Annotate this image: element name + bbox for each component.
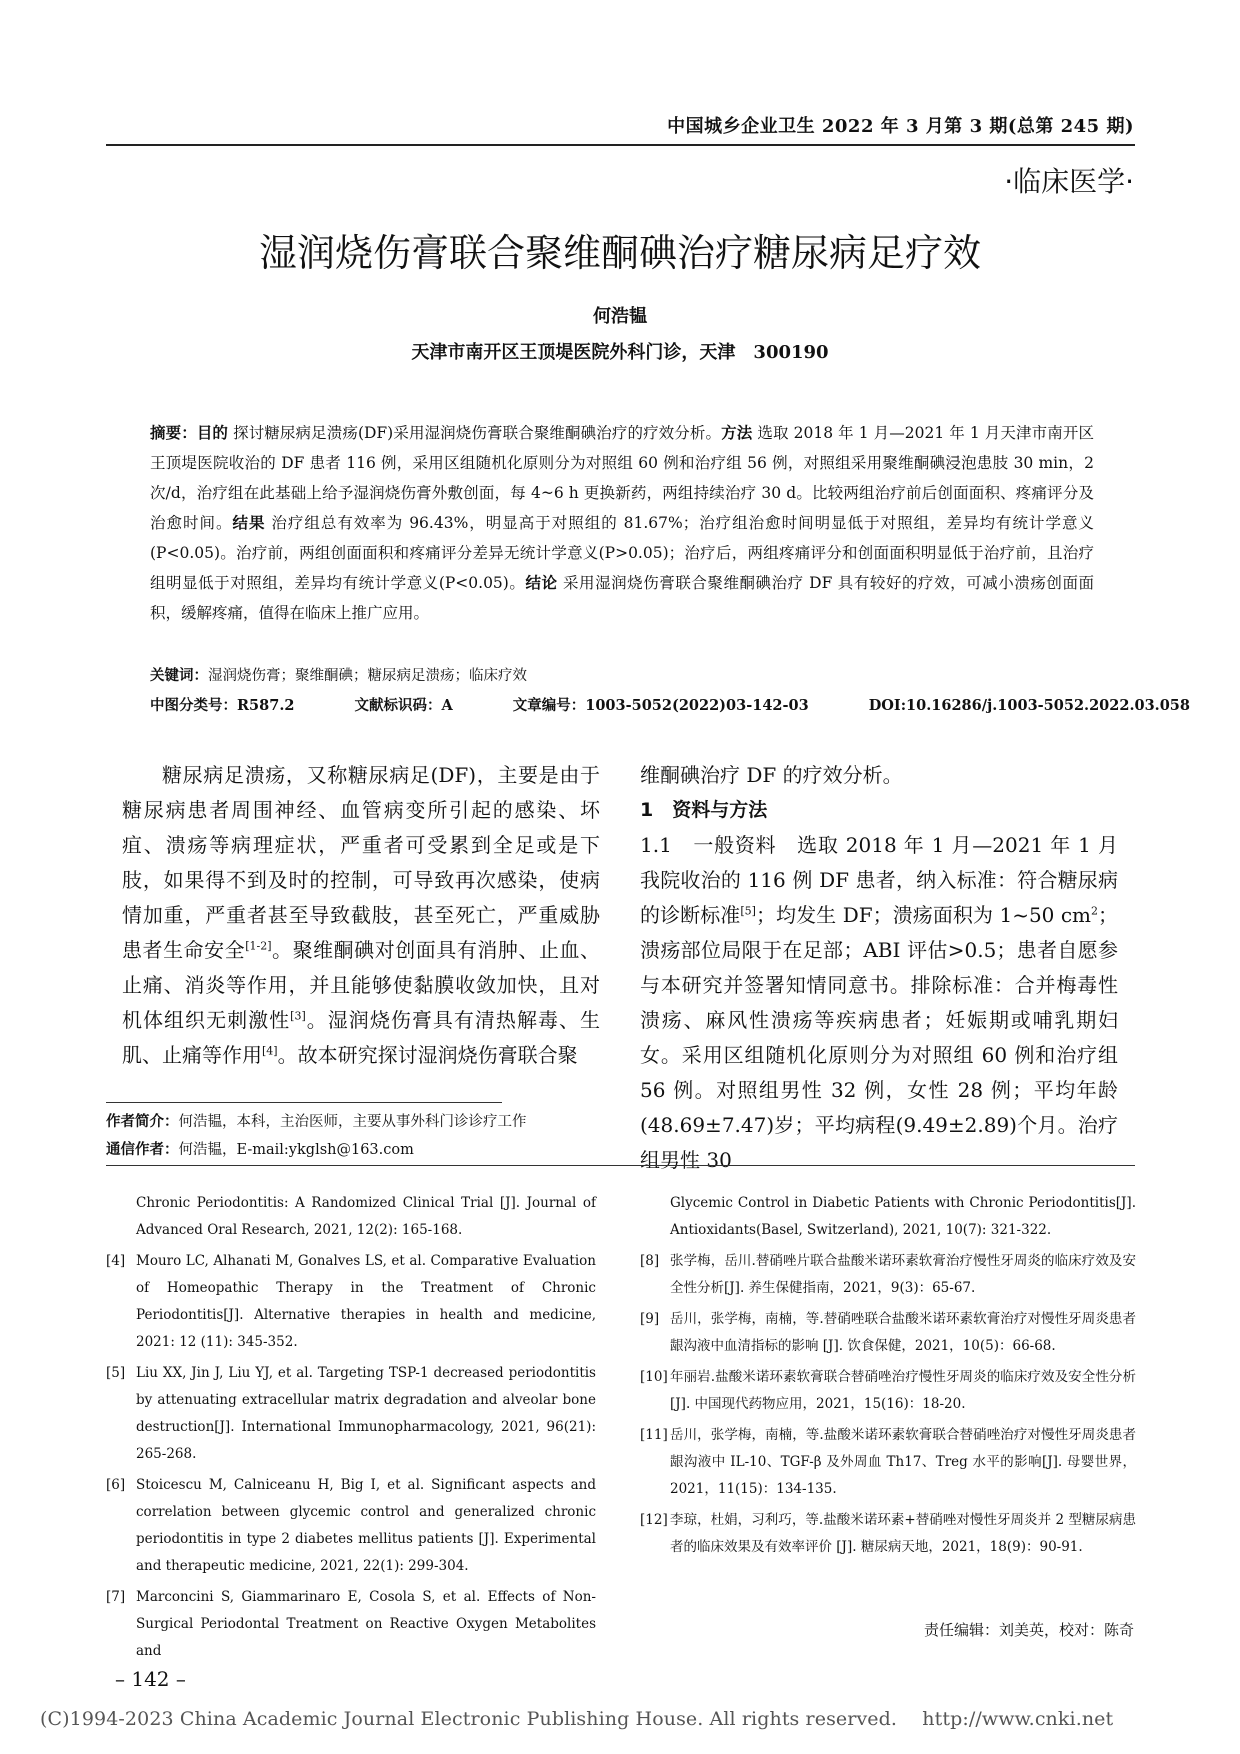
methods-label: 方法 — [721, 423, 753, 442]
article-title: 湿润烧伤膏联合聚维酮碘治疗糖尿病足疗效 — [258, 231, 981, 275]
citation: [4] — [262, 1044, 278, 1058]
subsection-heading: 1.1 一般资料 — [640, 833, 777, 857]
reference-item — [640, 1364, 1136, 1418]
article-value: 1003-5052(2022)03-142-03 — [585, 697, 809, 714]
author-bio — [106, 1108, 666, 1136]
conclusion-label: 结论 — [525, 573, 558, 592]
body-text: 选取 2018 年 1 月—2021 年 1 月我院收治的 116 例 DF 患者，纳入标准：符合糖尿病的诊断标准 — [640, 833, 1119, 927]
citation: [5] — [740, 904, 756, 918]
reference-number: [7] — [106, 1589, 126, 1605]
body-left-column — [122, 758, 600, 1073]
corresponding-author — [106, 1136, 666, 1164]
reference-number: [8] — [640, 1253, 660, 1269]
reference-item — [106, 1472, 596, 1580]
intro-text: 糖尿病足溃疡，又称糖尿病足(DF)，主要是由于糖尿病患者周围神经、血管病变所引起的感染、坏疽、溃疡等病理症状，严重者可受累到全足或是下肢，如果得不到及时的控制，可导致再次感染，使病情加重，严重者甚至导致截肢，甚至死亡，严重威胁患者生命安全 — [122, 763, 600, 962]
clc-label: 中图分类号： — [150, 697, 237, 714]
footnote-rule — [106, 1102, 502, 1103]
reference-number: [5] — [106, 1365, 126, 1381]
reference-number: [9] — [640, 1311, 660, 1327]
clc-value: R587.2 — [237, 697, 295, 714]
author-name: 何浩韫 — [593, 306, 647, 327]
reference-item — [640, 1306, 1136, 1360]
doc-value: A — [441, 697, 453, 714]
objective-label: 目的 — [196, 423, 229, 442]
doi — [869, 698, 1190, 714]
reference-text: Liu XX, Jin J, Liu YJ, et al. Targeting TSP-1 decreased periodontitis by attenuating extracellular matrix degradation and alveolar bone destruction[J]. International Immunopharmacology, 2021, 96(21): 265-268. — [136, 1365, 596, 1462]
reference-text: Stoicescu M, Calniceanu H, Big I, et al. Significant aspects and correlation between glycemic control and generalized chronic periodontitis in type 2 diabetes mellitus patients [J]. Experimental and therapeutic medicine, 2021, 22(1): 299-304. — [136, 1477, 596, 1574]
conclusion-text: 采用湿润烧伤膏联合聚维酮碘治疗 DF 具有较好的疗效，可减小溃疡创面面积，缓解疼痛，值得在临床上推广应用。 — [150, 574, 1094, 622]
doi-value: 10.16286/j.1003-5052.2022.03.058 — [906, 697, 1190, 714]
author-bio-label: 作者简介： — [106, 1113, 179, 1130]
copyright-notice: (C)1994-2023 China Academic Journal Electronic Publishing House. All rights reserved. http://www.cnki.net — [40, 1708, 1114, 1730]
clc-code — [150, 698, 294, 714]
reference-item — [106, 1584, 596, 1665]
body-right-column — [640, 758, 1118, 1178]
results-label: 结果 — [232, 513, 266, 532]
reference-item — [640, 1422, 1136, 1503]
reference-text: Mouro LC, Alhanati M, Gonalves LS, et al. Comparative Evaluation of Homeopathic Therapy in the Treatment of Chronic Periodontitis[J]. Alternative therapies in health and medicine, 2021: 12 (11): 345-352. — [136, 1253, 596, 1350]
journal-running-header: 中国城乡企业卫生 2022 年 3 月第 3 期(总第 245 期) — [667, 116, 1134, 137]
author-affiliation: 天津市南开区王顶堤医院外科门诊，天津 300190 — [411, 342, 829, 363]
citation: [3] — [290, 1009, 306, 1023]
reference-text: 年丽岩.盐酸米诺环素软膏联合替硝唑治疗慢性牙周炎的临床疗效及安全性分析[J]. 中国现代药物应用，2021，15(16)：18-20. — [670, 1369, 1136, 1412]
methods-text: 选取 2018 年 1 月—2021 年 1 月天津市南开区王顶堤医院收治的 DF 患者 116 例，采用区组随机化原则分为对照组 60 例和治疗组 56 例，对照组采用聚维酮碘浸泡患肢 30 min，2 次/d，治疗组在此基础上给予湿润烧伤膏外敷创面，每 4~6 h 更换新药，两组持续治疗 30 d。比较两组治疗前后创面面积、疼痛评分及治愈时间。 — [150, 424, 1094, 532]
header-rule — [106, 144, 1135, 146]
reference-number: [10] — [640, 1369, 668, 1385]
reference-item — [640, 1507, 1136, 1561]
reference-text: 张学梅，岳川.替硝唑片联合盐酸米诺环素软膏治疗慢性牙周炎的临床疗效及安全性分析[J]. 养生保健指南，2021，9(3)：65-67. — [670, 1253, 1136, 1296]
references-rule — [106, 1165, 1135, 1166]
reference-number: [11] — [640, 1427, 668, 1443]
classification-line — [150, 694, 1190, 715]
doi-label: DOI: — [868, 697, 907, 714]
references-left-column — [106, 1190, 596, 1669]
reference-text: Glycemic Control in Diabetic Patients with Chronic Periodontitis[J]. Antioxidants(Basel, Switzerland), 2021, 10(7): 321-322. — [670, 1195, 1136, 1238]
corresponding-text: 何浩韫，E-mail:ykglsh@163.com — [178, 1142, 414, 1158]
objective-text: 探讨糖尿病足溃疡(DF)采用湿润烧伤膏联合聚维酮碘治疗的疗效分析。 — [228, 424, 722, 442]
body-text: ；溃疡部位局限于在足部；ABI 评估>0.5；患者自愿参与本研究并签署知情同意书。排除标准：合并梅毒性溃疡、麻风性溃疡等疾病患者；妊娠期或哺乳期妇女。采用区组随机化原则分为对照组 60 例和治疗组 56 例。对照组男性 32 例，女性 28 例；平均年龄(48.69±7.47)岁；平均病程(9.49±2.89)个月。治疗组男性 30 — [640, 903, 1118, 1172]
keywords — [150, 664, 527, 685]
intro-text: 。故本研究探讨湿润烧伤膏联合聚 — [277, 1043, 578, 1067]
reference-text: 岳川，张学梅，南楠，等.替硝唑联合盐酸米诺环素软膏治疗对慢性牙周炎患者龈沟液中血清指标的影响 [J]. 饮食保健，2021，10(5)：66-68. — [670, 1311, 1136, 1354]
reference-text: Marconcini S, Giammarinaro E, Cosola S, et al. Effects of Non-Surgical Periodontal Treatment on Reactive Oxygen Metabolites and — [136, 1589, 596, 1659]
reference-text: 李琼，杜娟，习利巧，等.盐酸米诺环素+替硝唑对慢性牙周炎并 2 型糖尿病患者的临床效果及有效率评价 [J]. 糖尿病天地，2021，18(9)：90-91. — [670, 1512, 1136, 1555]
intro-continuation: 维酮碘治疗 DF 的疗效分析。 — [640, 763, 903, 787]
references-right-column — [640, 1190, 1136, 1565]
reference-number: [6] — [106, 1477, 126, 1493]
section-heading: 1 资料与方法 — [640, 799, 768, 821]
section-label: ·临床医学· — [1004, 165, 1134, 198]
reference-item — [106, 1360, 596, 1468]
editor-credit: 责任编辑：刘美英，校对：陈奇 — [923, 1621, 1134, 1639]
intro-text: 。聚维酮碘对创面具有消肿、止血、止痛、消炎等作用，并且能够使黏膜收敛加快，且对机体组织无刺激性 — [122, 938, 601, 1032]
reference-text: Chronic Periodontitis: A Randomized Clinical Trial [J]. Journal of Advanced Oral Research, 2021, 12(2): 165-168. — [136, 1195, 596, 1238]
reference-item — [106, 1190, 596, 1244]
keywords-label: 关键词： — [150, 667, 208, 684]
superscript: 2 — [1091, 904, 1098, 918]
document-code — [354, 698, 452, 714]
intro-text: 。湿润烧伤膏具有清热解毒、生肌、止痛等作用 — [122, 1008, 601, 1067]
citation: [1-2] — [245, 939, 272, 953]
intro-paragraph — [122, 758, 600, 1073]
reference-item — [640, 1248, 1136, 1302]
footnotes — [106, 1108, 666, 1164]
abstract — [150, 418, 1094, 628]
page-number: – 142 – — [115, 1667, 186, 1691]
author-bio-text: 何浩韫，本科，主治医师，主要从事外科门诊诊疗工作 — [178, 1114, 527, 1130]
reference-item — [106, 1248, 596, 1356]
doc-label: 文献标识码： — [354, 697, 442, 714]
reference-item — [640, 1190, 1136, 1244]
body-text: ；均发生 DF；溃疡面积为 1~50 cm — [755, 903, 1091, 927]
corresponding-label: 通信作者： — [106, 1141, 179, 1158]
reference-number: [12] — [640, 1512, 668, 1528]
results-text: 治疗组总有效率为 96.43%，明显高于对照组的 81.67%；治疗组治愈时间明显低于对照组，差异均有统计学意义(P<0.05)。治疗前，两组创面面积和疼痛评分差异无统计学意义(P>0.05)；治疗后，两组疼痛评分和创面面积明显低于治疗前，且治疗组明显低于对照组，差异均有统计学意义(P<0.05)。 — [150, 514, 1094, 592]
general-data-paragraph — [640, 828, 1118, 1178]
article-number — [513, 698, 809, 714]
reference-number: [4] — [106, 1253, 126, 1269]
abstract-label: 摘要： — [150, 423, 197, 442]
article-label: 文章编号： — [512, 697, 586, 714]
reference-text: 岳川，张学梅，南楠，等.盐酸米诺环素软膏联合替硝唑治疗对慢性牙周炎患者龈沟液中 IL-10、TGF-β 及外周血 Th17、Treg 水平的影响[J]. 母婴世界，2021，11(15)：134-135. — [670, 1427, 1136, 1497]
keywords-text: 湿润烧伤膏；聚维酮碘；糖尿病足溃疡；临床疗效 — [208, 668, 527, 684]
